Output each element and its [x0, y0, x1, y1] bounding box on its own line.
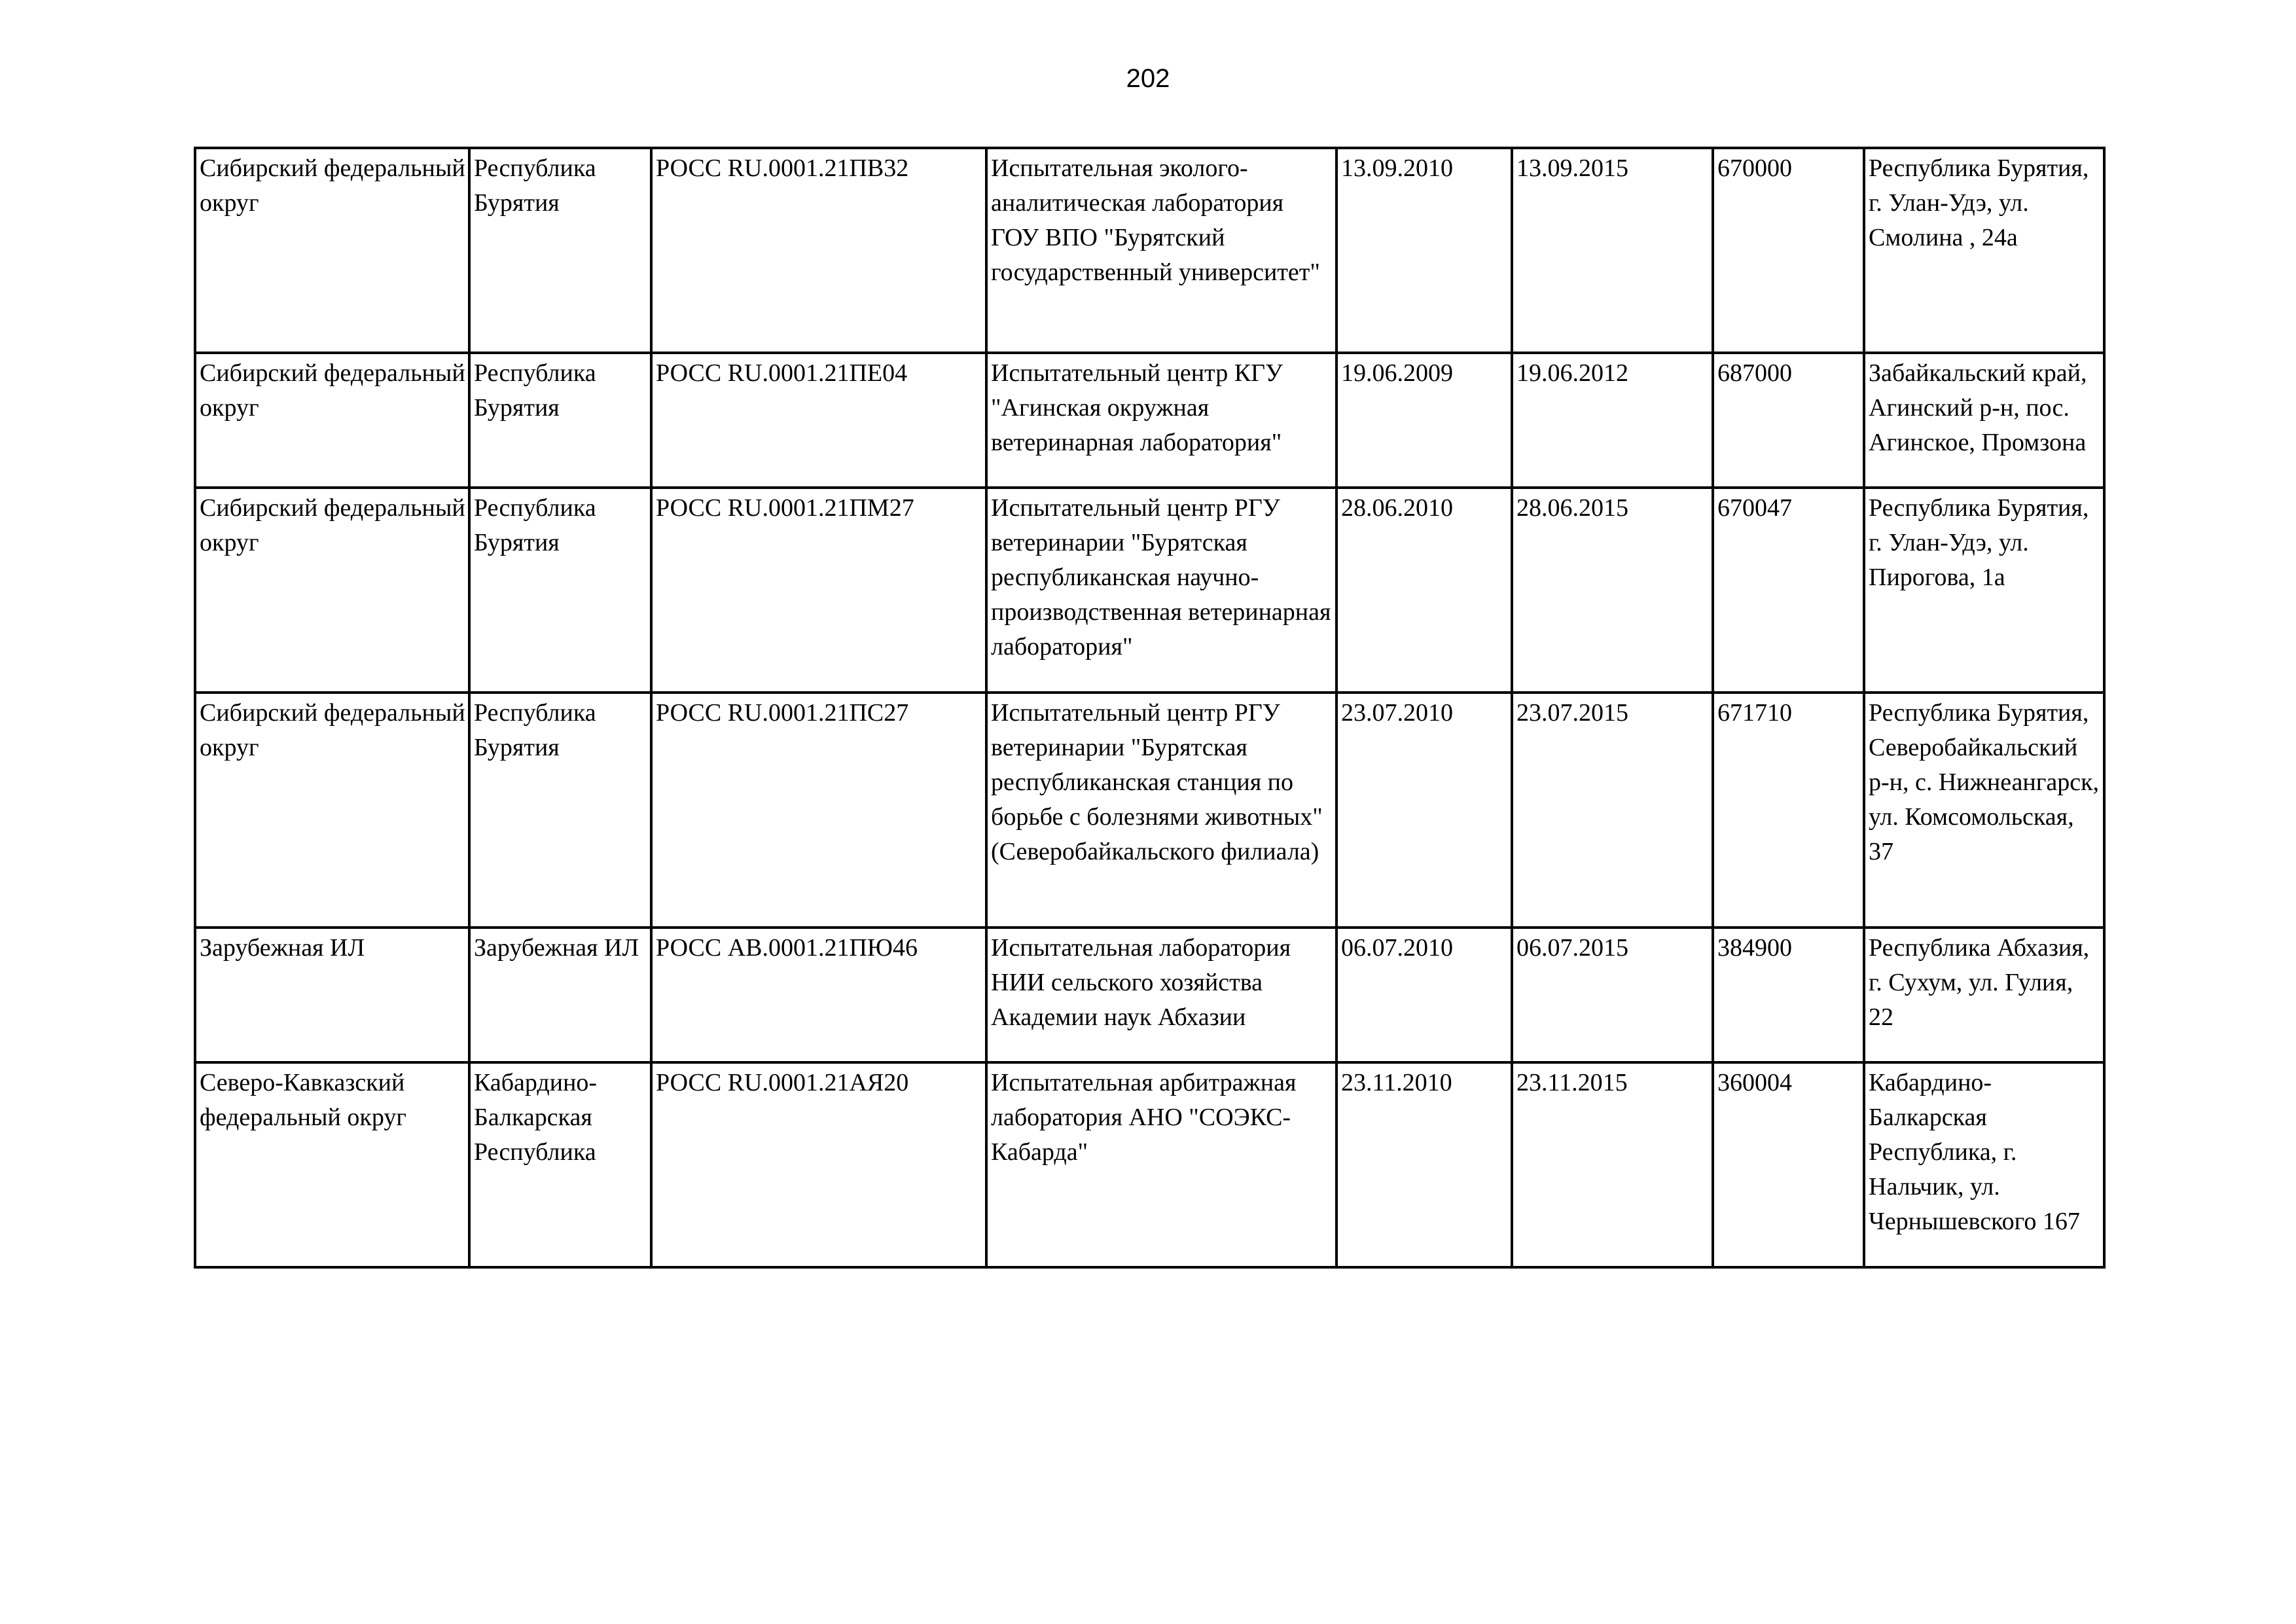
lab-name-cell: [986, 693, 1336, 928]
table-row: [195, 353, 2104, 488]
date-to-cell: 23.11.2015: [1512, 1062, 1713, 1267]
address-cell: Республика Абхазия, г. Сухум, ул. Гулия, 22: [1864, 928, 2104, 1062]
district-cell: Зарубежная ИЛ: [195, 928, 469, 1062]
region-cell: Республика Бурятия: [469, 488, 651, 693]
lab-name-cell: Испытательный центр РГУ ветеринарии "Бурятская республиканская научно-производственная ветеринарная лаборатория": [986, 488, 1336, 693]
address-cell: [1864, 353, 2104, 488]
region-cell: Зарубежная ИЛ: [469, 928, 651, 1062]
date-from-cell: 23.11.2010: [1336, 1062, 1512, 1267]
date-from-cell: 28.06.2010: [1336, 488, 1512, 693]
registry-table: [194, 147, 2106, 1269]
address-cell: Республика Бурятия, г. Улан-Удэ, ул. Смолина , 24а: [1864, 148, 2104, 353]
date-from-cell: 13.09.2010: [1336, 148, 1512, 353]
date-to-cell: 23.07.2015: [1512, 693, 1713, 928]
date-from-cell: 06.07.2010: [1336, 928, 1512, 1062]
table-row: [195, 928, 2104, 1062]
date-to-cell: 13.09.2015: [1512, 148, 1713, 353]
date-to-cell: 28.06.2015: [1512, 488, 1713, 693]
region-cell: Республика Бурятия: [469, 353, 651, 488]
district-cell: Северо-Кавказский федеральный округ: [195, 1062, 469, 1267]
table-row: [195, 488, 2104, 693]
reg-number-cell: РОСС RU.0001.21ПМ27: [651, 488, 986, 693]
district-cell: Сибирский федеральный округ: [195, 353, 469, 488]
postcode-cell: 670000: [1713, 148, 1864, 353]
date-from-cell: 23.07.2010: [1336, 693, 1512, 928]
district-cell: Сибирский федеральный округ: [195, 488, 469, 693]
address-cell: Республика Бурятия, Северобайкальский р-н, с. Нижнеангарск, ул. Комсомольская, 37: [1864, 693, 2104, 928]
table-row: [195, 148, 2104, 353]
lab-name-cell: Испытательная лаборатория НИИ сельского хозяйства Академии наук Абхазии: [986, 928, 1336, 1062]
address-text: Забайкальский край, Агинский р-н, пос. Агинское, Промзона: [1869, 359, 2087, 456]
date-to-cell: 19.06.2012: [1512, 353, 1713, 488]
page-number: 202: [1126, 64, 1170, 93]
date-to-cell: 06.07.2015: [1512, 928, 1713, 1062]
date-from-cell: 19.06.2009: [1336, 353, 1512, 488]
postcode-cell: 671710: [1713, 693, 1864, 928]
lab-name-cell: Испытательная эколого-аналитическая лаборатория ГОУ ВПО "Бурятский государственный университет": [986, 148, 1336, 353]
postcode-cell: 360004: [1713, 1062, 1864, 1267]
postcode-cell: 687000: [1713, 353, 1864, 488]
region-cell: Республика Бурятия: [469, 693, 651, 928]
region-cell: Республика Бурятия: [469, 148, 651, 353]
lab-name-cell: Испытательная арбитражная лаборатория АНО "СОЭКС-Кабарда": [986, 1062, 1336, 1267]
reg-number-cell: РОСС АВ.0001.21ПЮ46: [651, 928, 986, 1062]
reg-number-cell: РОСС RU.0001.21ПС27: [651, 693, 986, 928]
region-cell: Кабардино-Балкарская Республика: [469, 1062, 651, 1267]
reg-number-cell: РОСС RU.0001.21АЯ20: [651, 1062, 986, 1267]
district-cell: Сибирский федеральный округ: [195, 693, 469, 928]
table-row: [195, 1062, 2104, 1267]
address-cell: Кабардино-Балкарская Республика, г. Нальчик, ул. Чернышевского 167: [1864, 1062, 2104, 1267]
district-cell: Сибирский федеральный округ: [195, 148, 469, 353]
reg-number-cell: РОСС RU.0001.21ПВ32: [651, 148, 986, 353]
lab-name-cell: Испытательный центр КГУ "Агинская окружная ветеринарная лаборатория": [986, 353, 1336, 488]
postcode-cell: 384900: [1713, 928, 1864, 1062]
address-cell: Республика Бурятия, г. Улан-Удэ, ул. Пирогова, 1а: [1864, 488, 2104, 693]
postcode-cell: 670047: [1713, 488, 1864, 693]
reg-number-cell: РОСС RU.0001.21ПЕ04: [651, 353, 986, 488]
lab-name-text: Испытательный центр РГУ ветеринарии "Бурятская республиканская станция по борьбе с болезнями животных" (Северобайкальского филиала): [991, 699, 1323, 865]
table-row: [195, 693, 2104, 928]
